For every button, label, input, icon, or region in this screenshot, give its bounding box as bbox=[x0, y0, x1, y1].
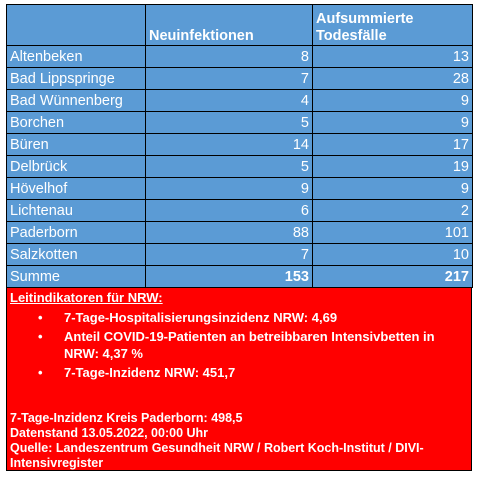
indicator-item bbox=[7, 328, 471, 362]
data-timestamp: Datenstand 13.05.2022, 00:00 Uhr bbox=[10, 426, 209, 440]
new-infections-cell: 7 bbox=[146, 68, 313, 90]
deaths-cell: 19 bbox=[313, 156, 473, 178]
municipality-cell: Büren bbox=[7, 134, 146, 156]
deaths-cell: 28 bbox=[313, 68, 473, 90]
table-row bbox=[7, 134, 473, 156]
kreis-incidence: 7-Tage-Inzidenz Kreis Paderborn: 498,5 bbox=[10, 411, 243, 425]
header-cumulative-deaths bbox=[313, 5, 473, 46]
table-row bbox=[7, 178, 473, 200]
header-new-infections: Neuinfektionen bbox=[146, 5, 313, 46]
bullet-icon: • bbox=[38, 365, 43, 380]
deaths-cell: 17 bbox=[313, 134, 473, 156]
deaths-cell: 2 bbox=[313, 200, 473, 222]
table-row bbox=[7, 90, 473, 112]
indicator-item bbox=[7, 364, 471, 381]
new-infections-cell: 6 bbox=[146, 200, 313, 222]
header-cumulative-deaths-line2: Todesfälle bbox=[316, 28, 387, 44]
table-row bbox=[7, 68, 473, 90]
new-infections-cell: 88 bbox=[146, 222, 313, 244]
deaths-cell: 101 bbox=[313, 222, 473, 244]
deaths-cell: 13 bbox=[313, 46, 473, 68]
municipality-cell: Bad Wünnenberg bbox=[7, 90, 146, 112]
municipality-cell: Altenbeken bbox=[7, 46, 146, 68]
header-cumulative-deaths-line1: Aufsummierte bbox=[316, 11, 414, 27]
lead-indicators-box bbox=[6, 288, 472, 471]
table-row bbox=[7, 200, 473, 222]
table-row bbox=[7, 156, 473, 178]
new-infections-cell: 8 bbox=[146, 46, 313, 68]
new-infections-cell: 14 bbox=[146, 134, 313, 156]
deaths-cell: 10 bbox=[313, 244, 473, 266]
header-municipality bbox=[7, 5, 146, 46]
new-infections-cell: 5 bbox=[146, 112, 313, 134]
municipality-cell: Lichtenau bbox=[7, 200, 146, 222]
table-row bbox=[7, 46, 473, 68]
bullet-icon: • bbox=[38, 329, 43, 344]
new-infections-cell: 4 bbox=[146, 90, 313, 112]
covid-table bbox=[6, 4, 473, 288]
lead-indicators-list bbox=[7, 309, 471, 383]
deaths-cell: 9 bbox=[313, 90, 473, 112]
table-row bbox=[7, 112, 473, 134]
new-infections-cell: 7 bbox=[146, 244, 313, 266]
bullet-icon: • bbox=[38, 310, 43, 325]
sum-row bbox=[7, 266, 473, 288]
indicator-text: Anteil COVID-19-Patienten an betreibbaren Intensivbetten in NRW: 4,37 % bbox=[64, 329, 435, 361]
sum-new-infections: 153 bbox=[146, 266, 313, 288]
deaths-cell: 9 bbox=[313, 178, 473, 200]
municipality-cell: Paderborn bbox=[7, 222, 146, 244]
sum-deaths: 217 bbox=[313, 266, 473, 288]
table-row bbox=[7, 222, 473, 244]
covid-report bbox=[6, 4, 472, 471]
table-header-row bbox=[7, 5, 473, 46]
indicator-text: 7-Tage-Inzidenz NRW: 451,7 bbox=[64, 365, 236, 380]
indicator-item bbox=[7, 309, 471, 326]
municipality-cell: Borchen bbox=[7, 112, 146, 134]
sum-label: Summe bbox=[7, 266, 146, 288]
municipality-cell: Salzkotten bbox=[7, 244, 146, 266]
indicator-text: 7-Tage-Hospitalisierungsinzidenz NRW: 4,69 bbox=[64, 310, 338, 325]
new-infections-cell: 9 bbox=[146, 178, 313, 200]
source-line-2: Intensivregister bbox=[10, 456, 104, 470]
municipality-cell: Hövelhof bbox=[7, 178, 146, 200]
source-line-1: Quelle: Landeszentrum Gesundheit NRW / Robert Koch-Institut / DIVI- bbox=[10, 441, 424, 455]
municipality-cell: Bad Lippspringe bbox=[7, 68, 146, 90]
municipality-cell: Delbrück bbox=[7, 156, 146, 178]
footer-notes bbox=[10, 411, 469, 471]
table-row bbox=[7, 244, 473, 266]
lead-indicators-title: Leitindikatoren für NRW: bbox=[10, 290, 163, 305]
new-infections-cell: 5 bbox=[146, 156, 313, 178]
deaths-cell: 9 bbox=[313, 112, 473, 134]
